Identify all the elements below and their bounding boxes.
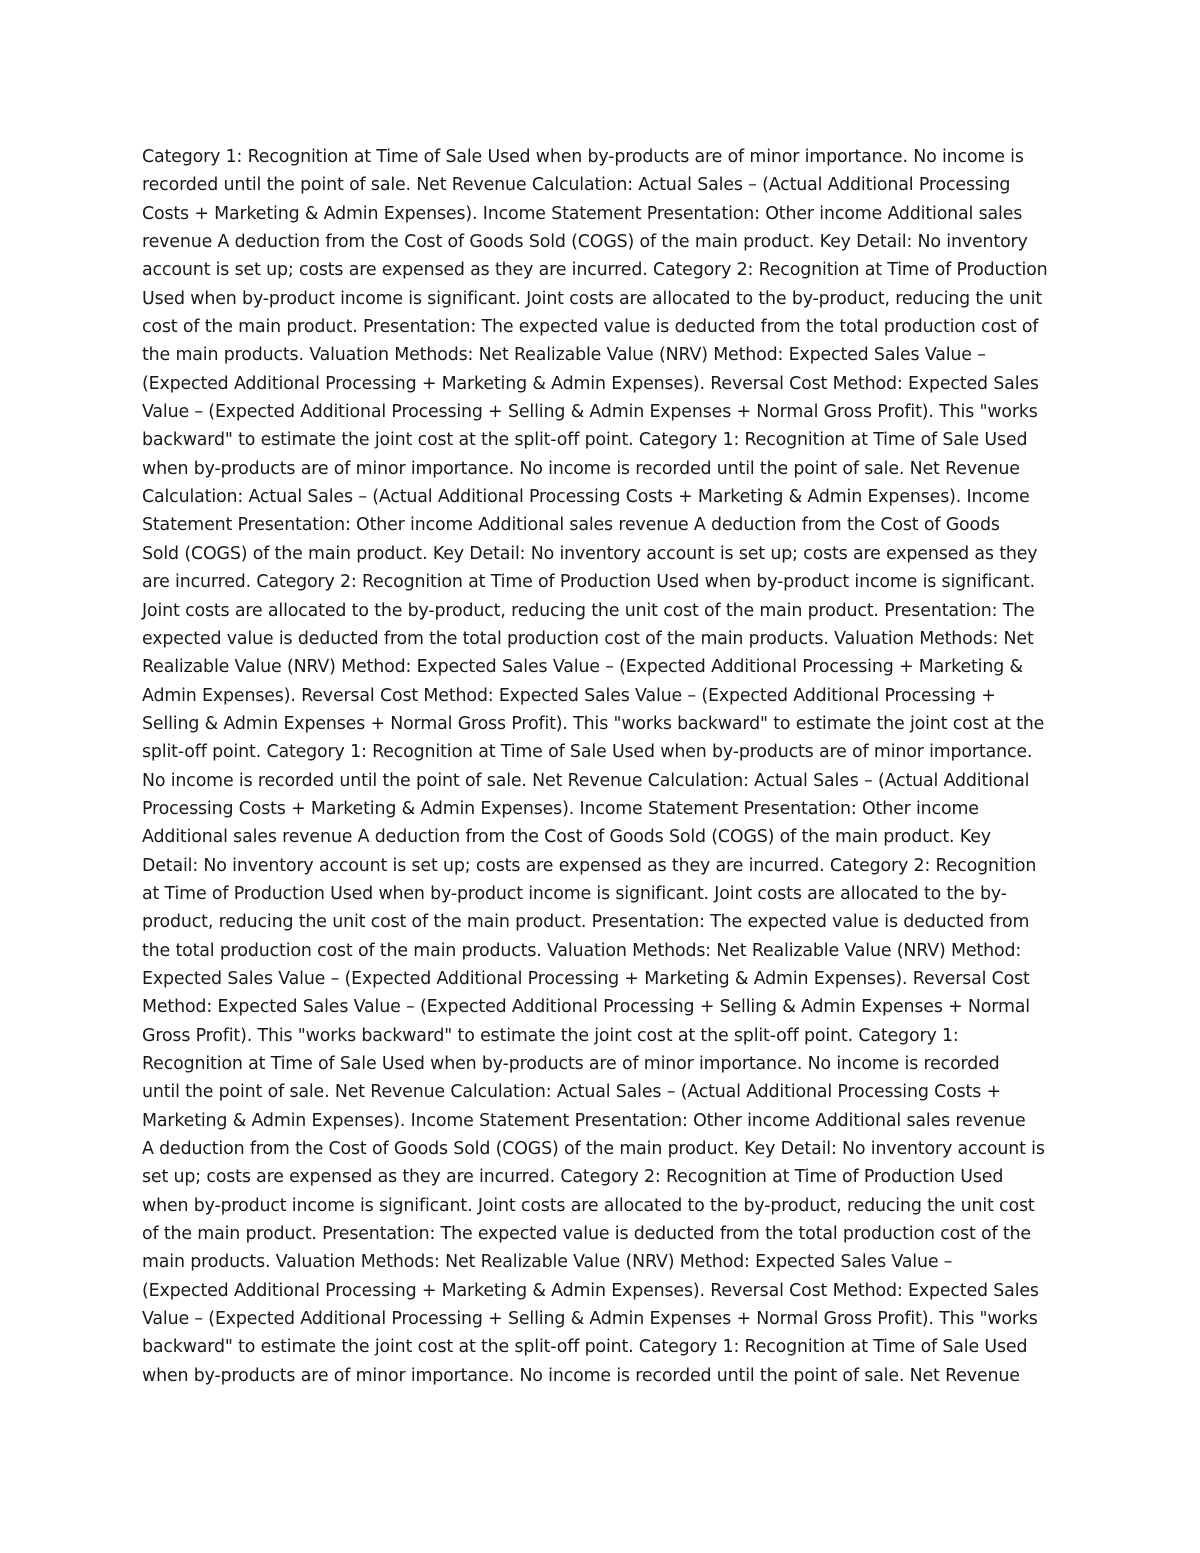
body-text	[142, 143, 1072, 1390]
text-line: A deduction from the Cost of Goods Sold (COGS) of the main product. Key Detail: No inventory account is	[142, 1139, 1045, 1160]
text-line: Detail: No inventory account is set up; costs are expensed as they are incurred. Category 2: Recognition	[142, 855, 1037, 876]
text-line: when by-products are of minor importance. No income is recorded until the point of sale. Net Revenue	[142, 458, 1020, 479]
text-line: (Expected Additional Processing + Marketing & Admin Expenses). Reversal Cost Method: Expected Sales	[142, 373, 1039, 394]
text-line: account is set up; costs are expensed as they are incurred. Category 2: Recognition at Time of Production	[142, 260, 1048, 281]
text-line: revenue A deduction from the Cost of Goods Sold (COGS) of the main product. Key Detail: No inventory	[142, 232, 1028, 253]
text-line: Selling & Admin Expenses + Normal Gross Profit). This "works backward" to estimate the joint cost at the	[142, 713, 1045, 734]
text-line: Sold (COGS) of the main product. Key Detail: No inventory account is set up; costs are expensed as they	[142, 543, 1038, 564]
text-line: the main products. Valuation Methods: Net Realizable Value (NRV) Method: Expected Sales Value –	[142, 345, 986, 366]
text-line: (Expected Additional Processing + Marketing & Admin Expenses). Reversal Cost Method: Expected Sales	[142, 1280, 1039, 1301]
text-line: Marketing & Admin Expenses). Income Statement Presentation: Other income Additional sales revenue	[142, 1110, 1026, 1131]
text-line: backward" to estimate the joint cost at the split-off point. Category 1: Recognition at Time of Sale Used	[142, 430, 1028, 451]
text-line: of the main product. Presentation: The expected value is deducted from the total production cost of the	[142, 1224, 1031, 1245]
text-line: split-off point. Category 1: Recognition at Time of Sale Used when by-products are of minor importance.	[142, 742, 1033, 763]
text-line: Category 1: Recognition at Time of Sale Used when by-products are of minor importance. No income is	[142, 147, 1024, 167]
text-line: cost of the main product. Presentation: The expected value is deducted from the total production cost of	[142, 317, 1039, 338]
text-line: Used when by-product income is significant. Joint costs are allocated to the by-product, reducing the unit	[142, 288, 1042, 309]
text-line: set up; costs are expensed as they are incurred. Category 2: Recognition at Time of Production Used	[142, 1167, 1004, 1188]
text-line: Method: Expected Sales Value – (Expected Additional Processing + Selling & Admin Expenses + Normal	[142, 997, 1030, 1018]
text-line: Value – (Expected Additional Processing + Selling & Admin Expenses + Normal Gross Profit). This "works	[142, 1309, 1038, 1330]
text-line: Recognition at Time of Sale Used when by-products are of minor importance. No income is recorded	[142, 1054, 1000, 1074]
text-line: at Time of Production Used when by-product income is significant. Joint costs are allocated to the by-	[142, 883, 1007, 904]
text-line: expected value is deducted from the total production cost of the main products. Valuation Methods: Net	[142, 628, 1034, 649]
text-line: Calculation: Actual Sales – (Actual Additional Processing Costs + Marketing & Admin Expenses). Income	[142, 487, 1030, 508]
text-line: the total production cost of the main products. Valuation Methods: Net Realizable Value (NRV) Method:	[142, 940, 1022, 961]
text-line: until the point of sale. Net Revenue Calculation: Actual Sales – (Actual Additional Processing Costs +	[142, 1082, 1001, 1103]
text-line: recorded until the point of sale. Net Revenue Calculation: Actual Sales – (Actual Additional Processing	[142, 175, 1011, 196]
text-line: Realizable Value (NRV) Method: Expected Sales Value – (Expected Additional Processing + Marketing &	[142, 657, 1023, 678]
text-line: Value – (Expected Additional Processing + Selling & Admin Expenses + Normal Gross Profit). This "works	[142, 402, 1038, 423]
text-line: Joint costs are allocated to the by-product, reducing the unit cost of the main product. Presentation: The	[142, 600, 1035, 621]
text-line: when by-products are of minor importance. No income is recorded until the point of sale. Net Revenue	[142, 1365, 1020, 1386]
text-line: Expected Sales Value – (Expected Additional Processing + Marketing & Admin Expenses). Reversal Cost	[142, 968, 1030, 989]
text-line: Statement Presentation: Other income Additional sales revenue A deduction from the Cost of Goods	[142, 515, 1000, 536]
text-line: Processing Costs + Marketing & Admin Expenses). Income Statement Presentation: Other income	[142, 798, 979, 819]
text-line: are incurred. Category 2: Recognition at Time of Production Used when by-product income is significant.	[142, 572, 1036, 593]
text-line: product, reducing the unit cost of the main product. Presentation: The expected value is deducted from	[142, 912, 1030, 933]
text-line: No income is recorded until the point of sale. Net Revenue Calculation: Actual Sales – (Actual Additional	[142, 770, 1030, 791]
text-line: Costs + Marketing & Admin Expenses). Income Statement Presentation: Other income Additional sales	[142, 203, 1023, 224]
text-line: when by-product income is significant. Joint costs are allocated to the by-product, reducing the unit cost	[142, 1195, 1035, 1216]
text-line: backward" to estimate the joint cost at the split-off point. Category 1: Recognition at Time of Sale Used	[142, 1337, 1028, 1358]
text-line: Gross Profit). This "works backward" to estimate the joint cost at the split-off point. Category 1:	[142, 1025, 959, 1046]
text-line: main products. Valuation Methods: Net Realizable Value (NRV) Method: Expected Sales Value –	[142, 1252, 953, 1273]
text-line: Admin Expenses). Reversal Cost Method: Expected Sales Value – (Expected Additional Processing +	[142, 685, 996, 706]
text-line: Additional sales revenue A deduction from the Cost of Goods Sold (COGS) of the main product. Key	[142, 827, 991, 848]
